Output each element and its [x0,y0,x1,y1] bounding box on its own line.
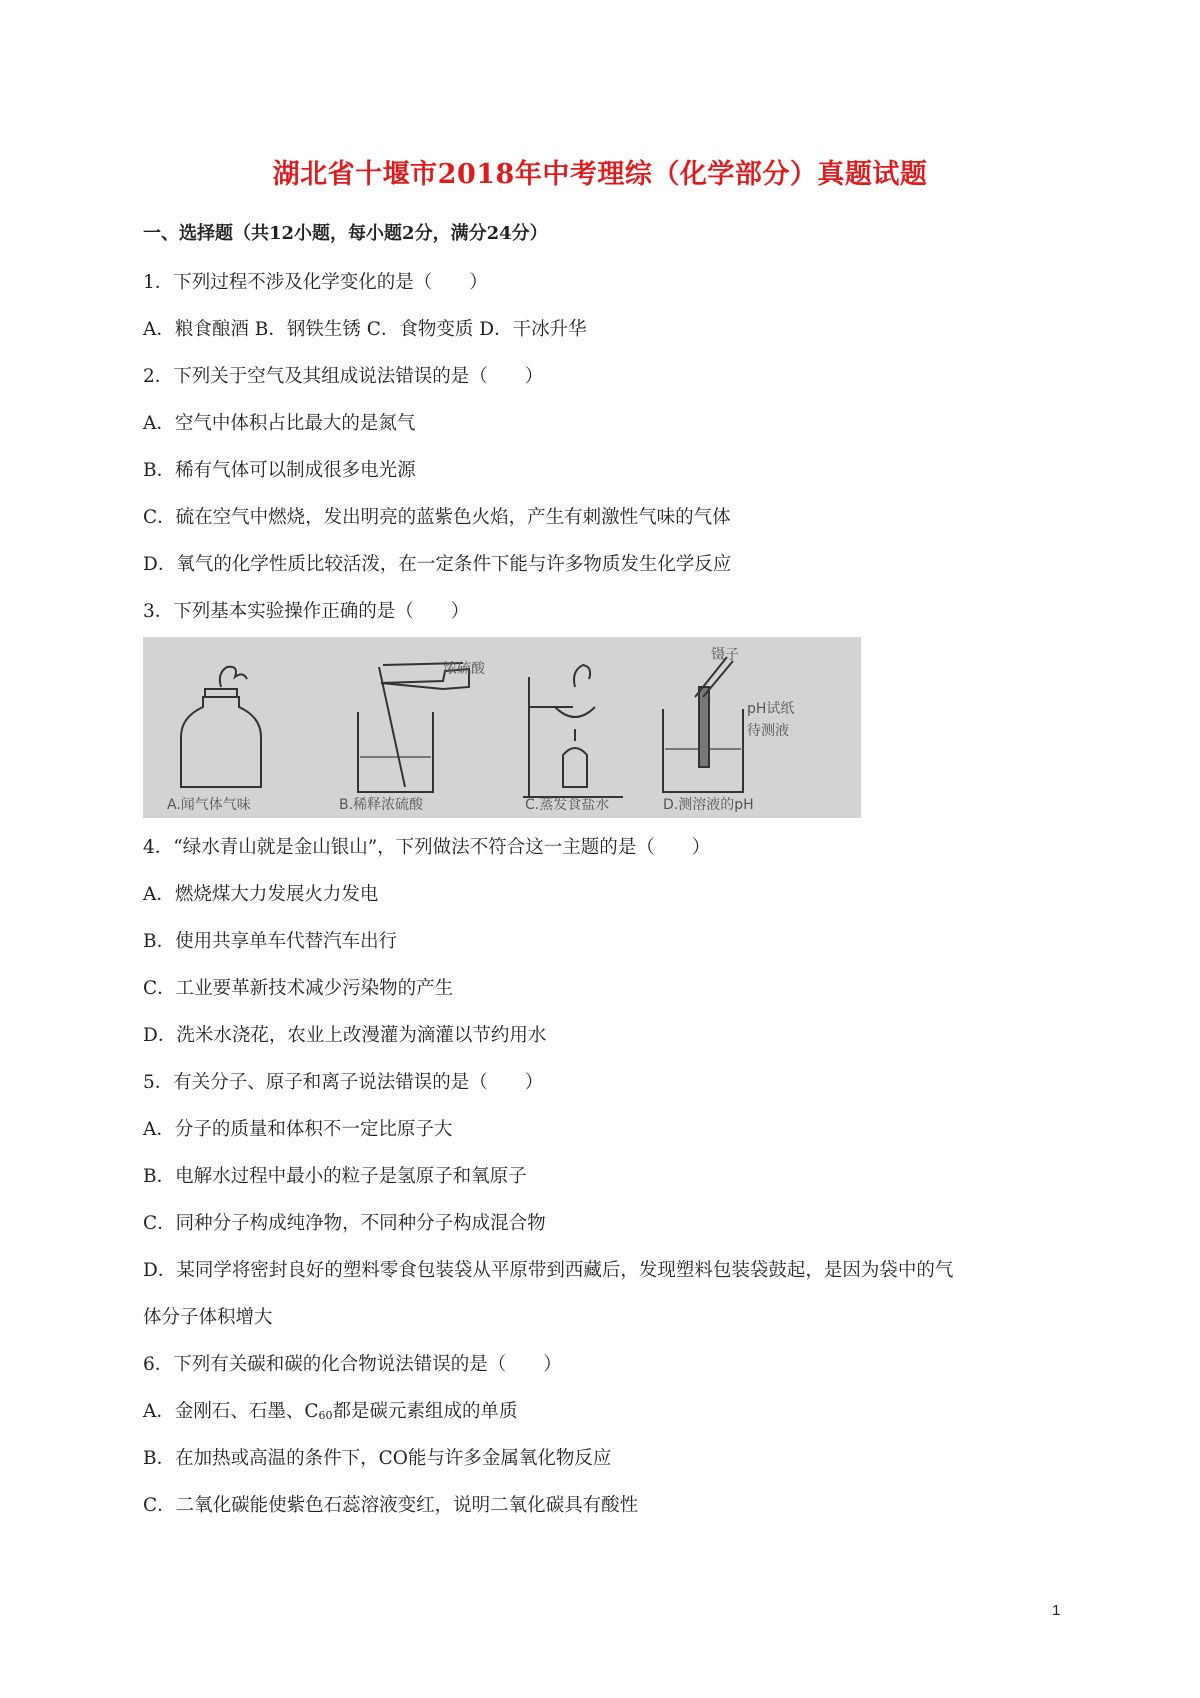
page-title: 湖北省十堰市2018年中考理综（化学部分）真题试题 [272,159,928,190]
question-4: 4．“绿水青山就是金山银山”，下列做法不符合这一主题的是（ ） [143,837,711,858]
question-1: 1．下列过程不涉及化学变化的是（ ） [143,272,488,293]
lab-operations-figure [143,637,861,818]
label-ph-paper: pH试纸 [747,701,795,717]
caption-d: D.测溶液的pH [663,797,754,813]
question-1-options: A．粮食酿酒 B．钢铁生锈 C．食物变质 D．干冰升华 [143,319,587,340]
question-6-option-c: C．二氧化碳能使紫色石蕊溶液变红，说明二氧化碳具有酸性 [143,1495,639,1516]
q6a-suffix: 都是碳元素组成的单质 [332,1401,518,1422]
question-3: 3．下列基本实验操作正确的是（ ） [143,601,470,622]
question-2-option-d: D．氧气的化学性质比较活泼，在一定条件下能与许多物质发生化学反应 [143,554,732,575]
caption-b: B.稀释浓硫酸 [339,797,424,813]
question-6: 6．下列有关碳和碳的化合物说法错误的是（ ） [143,1354,562,1375]
label-solution: 待测液 [747,723,789,739]
question-5: 5．有关分子、原子和离子说法错误的是（ ） [143,1072,544,1093]
question-5-option-a: A．分子的质量和体积不一定比原子大 [143,1119,453,1140]
q6a-subscript: 60 [318,1409,333,1422]
label-tweezers: 镊子 [711,647,739,663]
question-6-option-b: B．在加热或高温的条件下，CO能与许多金属氧化物反应 [143,1448,612,1469]
caption-c: C.蒸发食盐水 [525,797,610,813]
page-number: 1 [1052,1602,1061,1619]
question-2-option-a: A．空气中体积占比最大的是氮气 [143,413,416,434]
caption-a: A.闻气体气味 [167,797,251,813]
question-2: 2．下列关于空气及其组成说法错误的是（ ） [143,366,544,387]
question-5-option-d-cont: 体分子体积增大 [143,1307,273,1328]
question-4-option-b: B．使用共享单车代替汽车出行 [143,931,398,952]
question-2-option-b: B．稀有气体可以制成很多电光源 [143,460,416,481]
question-5-option-d: D．某同学将密封良好的塑料零食包装袋从平原带到西藏后，发现塑料包装袋鼓起，是因为袋中的气 [143,1260,954,1281]
label-concentrated-acid: 浓硫酸 [443,661,485,677]
q6a-prefix: A．金刚石、石墨、C [143,1401,319,1422]
question-6-option-a [143,1397,518,1423]
question-5-option-c: C．同种分子构成纯净物，不同种分子构成混合物 [143,1213,546,1234]
question-4-option-a: A．燃烧煤大力发展火力发电 [143,884,379,905]
question-4-option-d: D．洗米水浇花，农业上改漫灌为滴灌以节约用水 [143,1025,547,1046]
question-2-option-c: C．硫在空气中燃烧，发出明亮的蓝紫色火焰，产生有刺激性气味的气体 [143,507,731,528]
section-heading: 一、选择题（共12小题，每小题2分，满分24分） [143,223,548,244]
question-4-option-c: C．工业要革新技术减少污染物的产生 [143,978,454,999]
question-5-option-b: B．电解水过程中最小的粒子是氢原子和氧原子 [143,1166,527,1187]
